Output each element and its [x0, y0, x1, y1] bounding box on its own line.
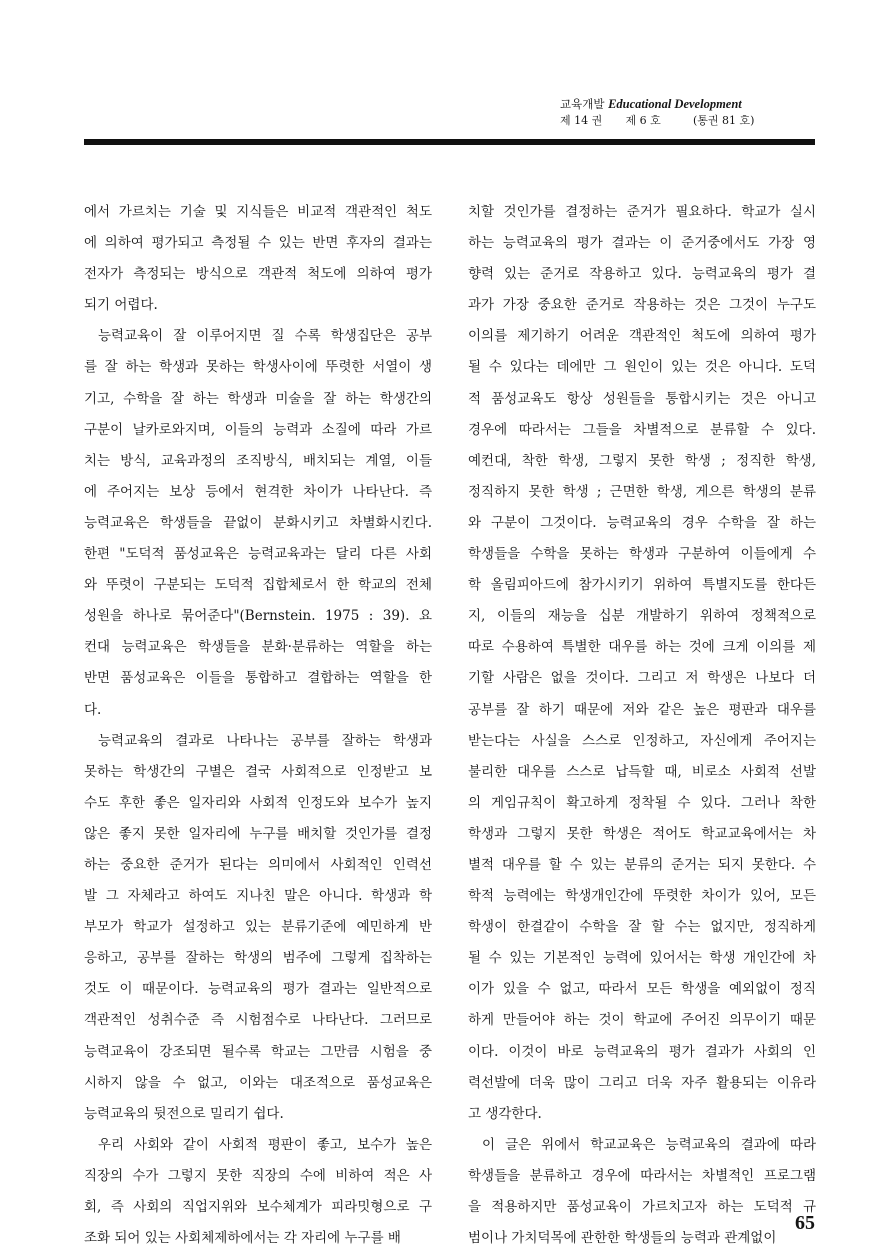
text-line: 전자가 측정되는 방식으로 객관적 척도에 의하여 평가 — [84, 266, 432, 283]
text-line: 하게 만들어야 하는 것이 학교에 주어진 의무이기 때문 — [468, 1012, 816, 1029]
issue-info — [560, 113, 820, 129]
text-line: 못하는 학생간의 구별은 결국 사회적으로 인정받고 보 — [84, 763, 432, 780]
text-line: 하는 중요한 준거가 된다는 의미에서 사회적인 인력선 — [84, 856, 432, 873]
text-line: 기고, 수학을 잘 하는 학생과 미술을 잘 하는 학생간의 — [84, 390, 432, 407]
text-line: 학 올림피아드에 참가시키기 위하여 특별지도를 한다든 — [468, 577, 816, 594]
text-line: 조화 되어 있는 사회체제하에서는 각 자리에 누구를 배 — [84, 1230, 401, 1247]
text-line: 와 구분이 그것이다. 능력교육의 경우 수학을 잘 하는 — [468, 514, 816, 531]
text-line: 능력교육이 잘 이루어지면 질 수록 학생집단은 공부 — [98, 328, 432, 345]
header-rule — [84, 139, 815, 145]
text-line: 이가 있을 수 없고, 따라서 모든 학생을 예외없이 정직 — [468, 981, 816, 998]
text-line: 향력 있는 준거로 작용하고 있다. 능력교육의 평가 결 — [468, 266, 816, 283]
text-line: 능력교육이 강조되면 될수록 학교는 그만큼 시험을 중 — [84, 1043, 432, 1060]
text-line: 학생이 한결같이 수학을 잘 할 수는 없지만, 정직하게 — [468, 919, 816, 936]
text-line: 력선발에 더욱 많이 그리고 더욱 자주 활용되는 이유라 — [468, 1074, 816, 1091]
right-column — [468, 197, 816, 1254]
text-line: 학생들을 수학을 못하는 학생과 구분하여 이들에게 수 — [468, 546, 816, 563]
text-line: 에서 가르치는 기술 및 지식들은 비교적 객관적인 척도 — [84, 204, 432, 220]
text-line: 객관적인 성취수준 즉 시험점수로 나타난다. 그러므로 — [84, 1012, 432, 1029]
text-line: 정직하지 못한 학생 ; 근면한 학생, 게으른 학생의 분류 — [468, 483, 816, 500]
text-line: 기할 사람은 없을 것이다. 그리고 저 학생은 나보다 더 — [468, 670, 816, 687]
text-line: 치할 것인가를 결정하는 준거가 필요하다. 학교가 실시 — [468, 204, 816, 220]
total-issue-number: (통권 81 호) — [693, 114, 755, 127]
text-line: 될 수 있다는 데에만 그 원인이 있는 것은 아니다. 도덕 — [468, 359, 816, 376]
text-line: 될 수 있는 기본적인 능력에 있어서는 학생 개인간에 차 — [468, 950, 816, 967]
text-line: 공부를 잘 하기 때문에 저와 같은 높은 평판과 대우를 — [468, 701, 816, 718]
text-line: 에 의하여 평가되고 측정될 수 있는 반면 후자의 결과는 — [84, 235, 432, 252]
text-line: 회, 즉 사회의 직업지위와 보수체계가 피라밋형으로 구 — [84, 1199, 432, 1215]
left-column — [84, 197, 432, 1254]
text-line: 경우에 따라서는 그들을 차별적으로 분류할 수 있다. — [468, 421, 816, 438]
text-line: 고 생각한다. — [468, 1105, 542, 1122]
journal-title — [560, 96, 820, 113]
text-line: 을 적용하지만 품성교육이 가르치고자 하는 도덕적 규 — [468, 1199, 816, 1215]
text-line: 학적 능력에는 학생개인간에 뚜렷한 차이가 있어, 모든 — [468, 888, 816, 905]
text-line: 직장의 수가 그렇지 못한 직장의 수에 비하여 적은 사 — [84, 1167, 432, 1184]
text-line: 이다. 이것이 바로 능력교육의 평가 결과가 사회의 인 — [468, 1043, 816, 1060]
text-line: 학생과 그렇지 못한 학생은 적어도 학교교육에서는 차 — [468, 825, 816, 842]
text-line: 하는 능력교육의 평가 결과는 이 준거중에서도 가장 영 — [468, 235, 816, 252]
journal-title-korean: 교육개발 — [560, 97, 605, 111]
text-line: 다. — [84, 701, 102, 718]
text-line: 부모가 학교가 설정하고 있는 분류기준에 예민하게 반 — [84, 919, 432, 936]
text-line: 적 품성교육도 항상 성원들을 통합시키는 것은 아니고 — [468, 390, 816, 407]
text-line: 불리한 대우를 스스로 납득할 때, 비로소 사회적 선발 — [468, 763, 816, 780]
text-line: 지, 이들의 재능을 십분 개발하기 위하여 정책적으로 — [468, 608, 816, 625]
journal-title-english: Educational Development — [608, 97, 742, 111]
text-line: 발 그 자체라고 하여도 지나친 말은 아니다. 학생과 학 — [84, 888, 432, 905]
text-line: 의 게임규칙이 확고하게 정착될 수 있다. 그러나 착한 — [468, 794, 816, 811]
running-header — [560, 96, 820, 129]
text-line: 구분이 날카로와지며, 이들의 능력과 소질에 따라 가르 — [84, 421, 432, 438]
text-line: 시하지 않을 수 없고, 이와는 대조적으로 품성교육은 — [84, 1074, 432, 1091]
issue-number: 제 6 호 — [625, 114, 661, 127]
text-line: 에 주어지는 보상 등에서 현격한 차이가 나타난다. 즉 — [84, 483, 432, 500]
text-line: 이의를 제기하기 어려운 객관적인 척도에 의하여 평가 — [468, 328, 816, 345]
text-line: 와 뚜렷이 구분되는 도덕적 집합체로서 한 학교의 전체 — [84, 577, 432, 594]
text-line: 되기 어렵다. — [84, 297, 158, 314]
text-line: 이 글은 위에서 학교교육은 능력교육의 결과에 따라 — [482, 1136, 816, 1153]
text-line: 능력교육의 뒷전으로 밀리기 쉽다. — [84, 1105, 284, 1122]
text-line: 별적 대우를 할 수 있는 분류의 준거는 되지 못한다. 수 — [468, 856, 816, 873]
text-line: 따로 수용하여 특별한 대우를 하는 것에 크게 이의를 제 — [468, 639, 816, 656]
text-line: 치는 방식, 교육과정의 조직방식, 배치되는 계열, 이들 — [84, 452, 432, 469]
text-line: 응하고, 공부를 잘하는 학생의 범주에 그렇게 집착하는 — [84, 950, 432, 967]
volume-number: 제 14 권 — [560, 114, 603, 127]
text-line: 능력교육의 결과로 나타나는 공부를 잘하는 학생과 — [98, 732, 432, 749]
text-line: 받는다는 사실을 스스로 인정하고, 자신에게 주어지는 — [468, 732, 816, 749]
text-line: 성원을 하나로 묶어준다"(Bernstein. 1975 : 39). 요 — [84, 608, 432, 625]
text-line: 반면 품성교육은 이들을 통합하고 결합하는 역할을 한 — [84, 670, 432, 687]
text-line: 않은 좋지 못한 일자리에 누구를 배치할 것인가를 결정 — [84, 825, 432, 842]
text-line: 예컨대, 착한 학생, 그렇지 못한 학생 ; 정직한 학생, — [468, 452, 816, 469]
page-number: 65 — [795, 1212, 815, 1234]
text-line: 우리 사회와 같이 사회적 평판이 좋고, 보수가 높은 — [98, 1136, 432, 1153]
text-line: 컨대 능력교육은 학생들을 분화·분류하는 역할을 하는 — [84, 639, 432, 656]
text-line: 과가 가장 중요한 준거로 작용하는 것은 그것이 누구도 — [468, 297, 816, 314]
text-line: 한편 "도덕적 품성교육은 능력교육과는 달리 다른 사회 — [84, 546, 432, 563]
text-line: 것도 이 때문이다. 능력교육의 평가 결과는 일반적으로 — [84, 981, 432, 998]
text-line: 범이나 가치덕목에 관한한 학생들의 능력과 관계없이 — [468, 1230, 777, 1247]
text-line: 능력교육은 학생들을 끝없이 분화시키고 차별화시킨다. — [84, 514, 432, 531]
text-line: 학생들을 분류하고 경우에 따라서는 차별적인 프로그램 — [468, 1167, 816, 1184]
text-line: 를 잘 하는 학생과 못하는 학생사이에 뚜렷한 서열이 생 — [84, 359, 432, 376]
text-line: 수도 후한 좋은 일자리와 사회적 인정도와 보수가 높지 — [84, 794, 432, 811]
